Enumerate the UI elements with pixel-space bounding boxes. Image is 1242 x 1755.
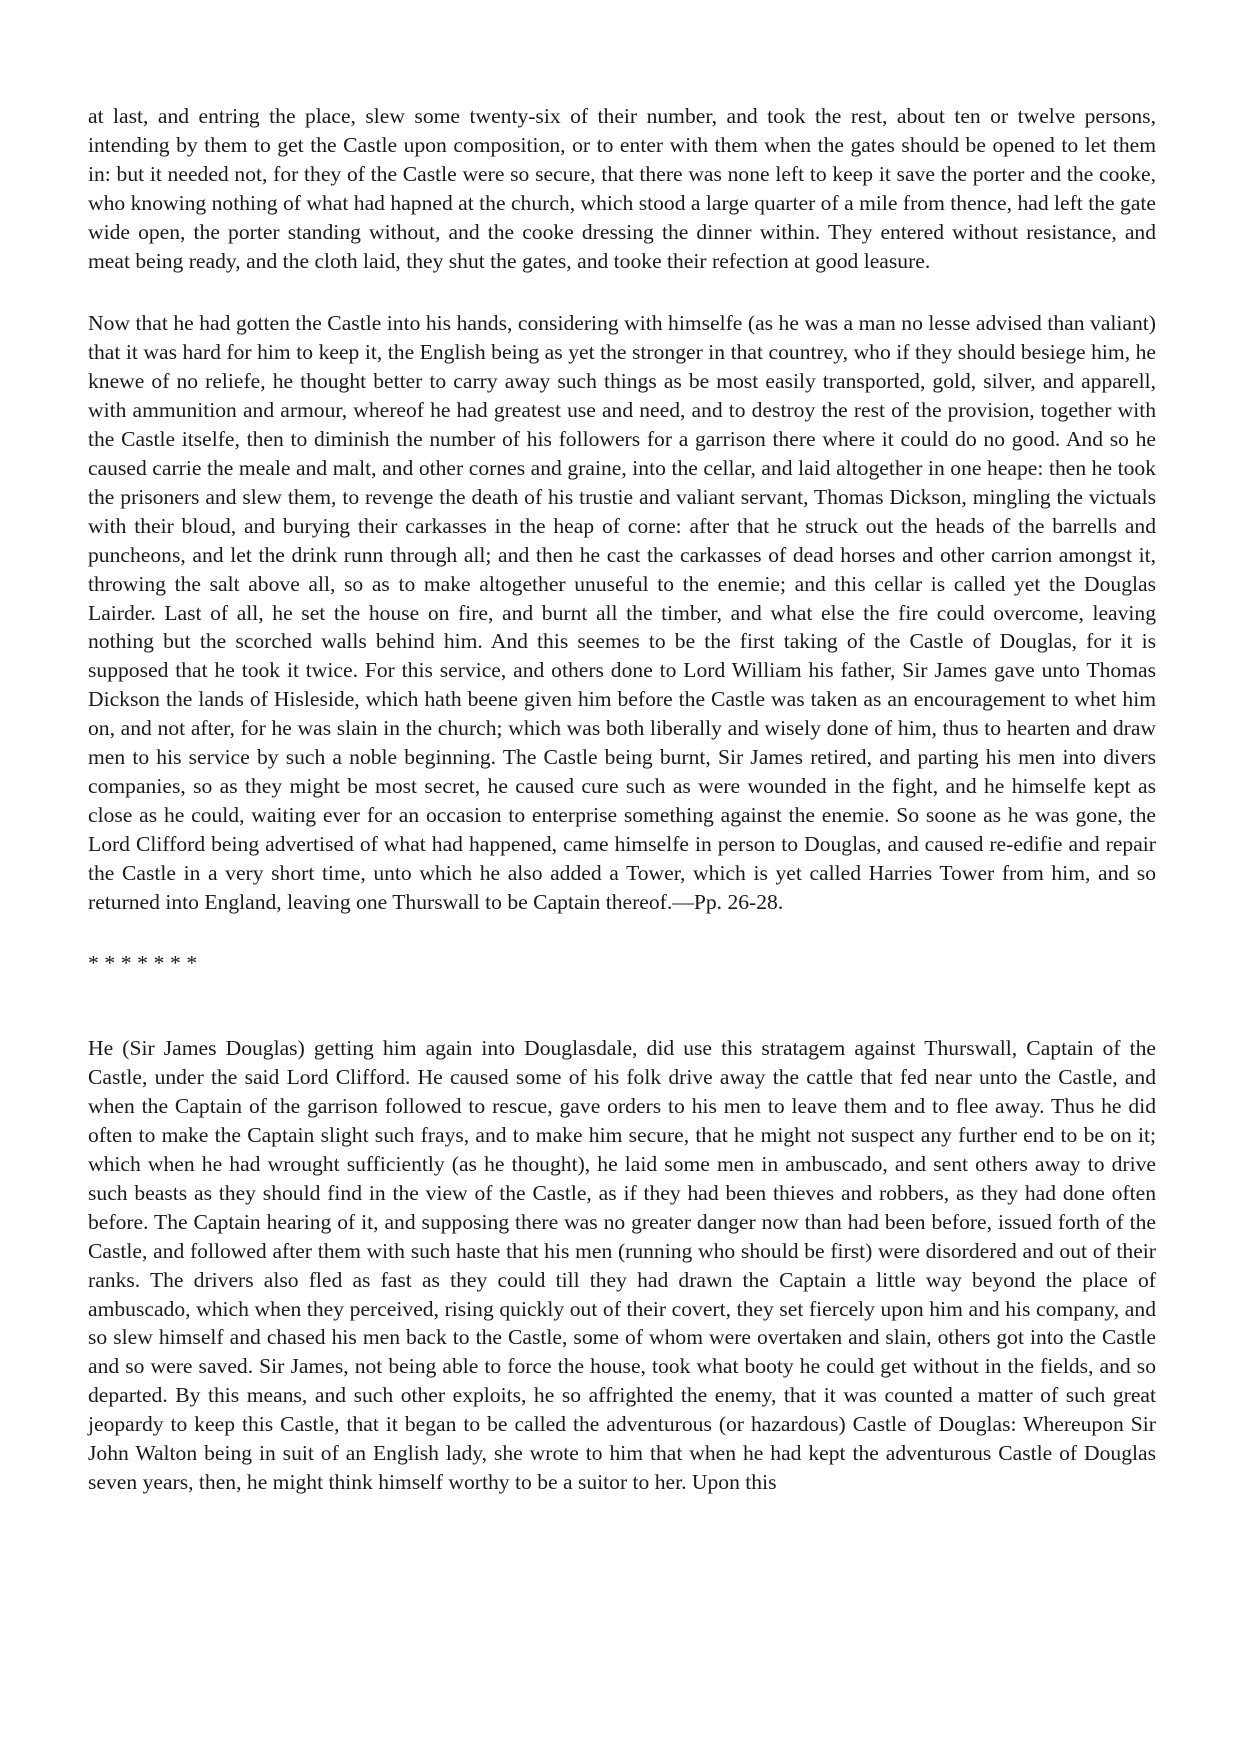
paragraph-spacer bbox=[88, 916, 1156, 949]
paragraph-castle-capture: at last, and entring the place, slew some twenty-six of their number, and took the rest, about ten or twelve persons, intending by them to get the Castle upon composition, or to enter with them when the gates should be opened to let them in: but it needed not, for they of the Castle were so secure, that there was none left to keep it save the porter and the cooke, who knowing nothing of what had hapned at the church, which stood a large quarter of a mile from thence, had left the gate wide open, the porter standing without, and the cooke dressing the dinner within. They entered without resistance, and meat being ready, and the cloth laid, they shut the gates, and tooke their refection at good leasure. bbox=[88, 104, 1156, 273]
document-page bbox=[88, 102, 1156, 1497]
section-separator: * * * * * * * bbox=[88, 951, 198, 976]
paragraph-spacer bbox=[88, 275, 1156, 309]
paragraph-thurswall-stratagem: He (Sir James Douglas) getting him again into Douglasdale, did use this stratagem against Thurswall, Captain of the Castle, under the said Lord Clifford. He caused some of his folk drive away the cattle that fed near unto the Castle, and when the Captain of the garrison followed to rescue, gave orders to his men to leave them and to flee away. Thus he did often to make the Captain slight such frays, and to make him secure, that he might not suspect any further end to be on it; which when he had wrought sufficiently (as he thought), he laid some men in ambuscado, and sent others away to drive such beasts as they should find in the view of the Castle, as if they had been thieves and robbers, as they had done often before. The Captain hearing of it, and supposing there was no greater danger now than had been before, issued forth of the Castle, and followed after them with such haste that his men (running who should be first) were disordered and out of their ranks. The drivers also fled as fast as they could till they had drawn the Captain a little way beyond the place of ambuscado, which when they perceived, rising quickly out of their covert, they set fiercely upon him and his company, and so slew himself and chased his men back to the Castle, some of whom were overtaken and slain, others got into the Castle and so were saved. Sir James, not being able to force the house, took what booty he could get without in the fields, and so departed. By this means, and such other exploits, he so affrighted the enemy, that it was counted a matter of such great jeopardy to keep this Castle, that it began to be called the adventurous (or hazardous) Castle of Douglas: Whereupon Sir John Walton being in suit of an English lady, she wrote to him that when he had kept the adventurous Castle of Douglas seven years, then, he might think himself worthy to be a suitor to her. Upon this bbox=[88, 1036, 1156, 1494]
paragraph-spacer bbox=[88, 978, 1156, 1034]
paragraph-castle-destruction: Now that he had gotten the Castle into his hands, considering with himselfe (as he was a man no lesse advised than valiant) that it was hard for him to keep it, the English being as yet the stronger in that countrey, who if they should besiege him, he knewe of no reliefe, he thought better to carry away such things as be most easily transported, gold, silver, and apparell, with ammunition and armour, whereof he had greatest use and need, and to destroy the rest of the provision, together with the Castle itselfe, then to diminish the number of his followers for a garrison there where it could do no good. And so he caused carrie the meale and malt, and other cornes and graine, into the cellar, and laid altogether in one heape: then he took the prisoners and slew them, to revenge the death of his trustie and valiant servant, Thomas Dickson, mingling the victuals with their bloud, and burying their carkasses in the heap of corne: after that he struck out the heads of the barrells and puncheons, and let the drink runn through all; and then he cast the carkasses of dead horses and other carrion amongst it, throwing the salt above all, so as to make altogether unuseful to the enemie; and this cellar is called yet the Douglas Lairder. Last of all, he set the house on fire, and burnt all the timber, and what else the fire could overcome, leaving nothing but the scorched walls behind him. And this seemes to be the first taking of the Castle of Douglas, for it is supposed that he took it twice. For this service, and others done to Lord William his father, Sir James gave unto Thomas Dickson the lands of Hisleside, which hath beene given him before the Castle was taken as an encouragement to whet him on, and not after, for he was slain in the church; which was both liberally and wisely done of him, thus to hearten and draw men to his service by such a noble beginning. The Castle being burnt, Sir James retired, and parting his men into divers companies, so as they might be most secret, he caused cure such as were wounded in the fight, and he himselfe kept as close as he could, waiting ever for an occasion to enterprise something against the enemie. So soone as he was gone, the Lord Clifford being advertised of what had happened, came himselfe in person to Douglas, and caused re-edifie and repair the Castle in a very short time, unto which he also added a Tower, which is yet called Harries Tower from him, and so returned into England, leaving one Thurswall to be Captain thereof.—Pp. 26-28. bbox=[88, 311, 1156, 914]
